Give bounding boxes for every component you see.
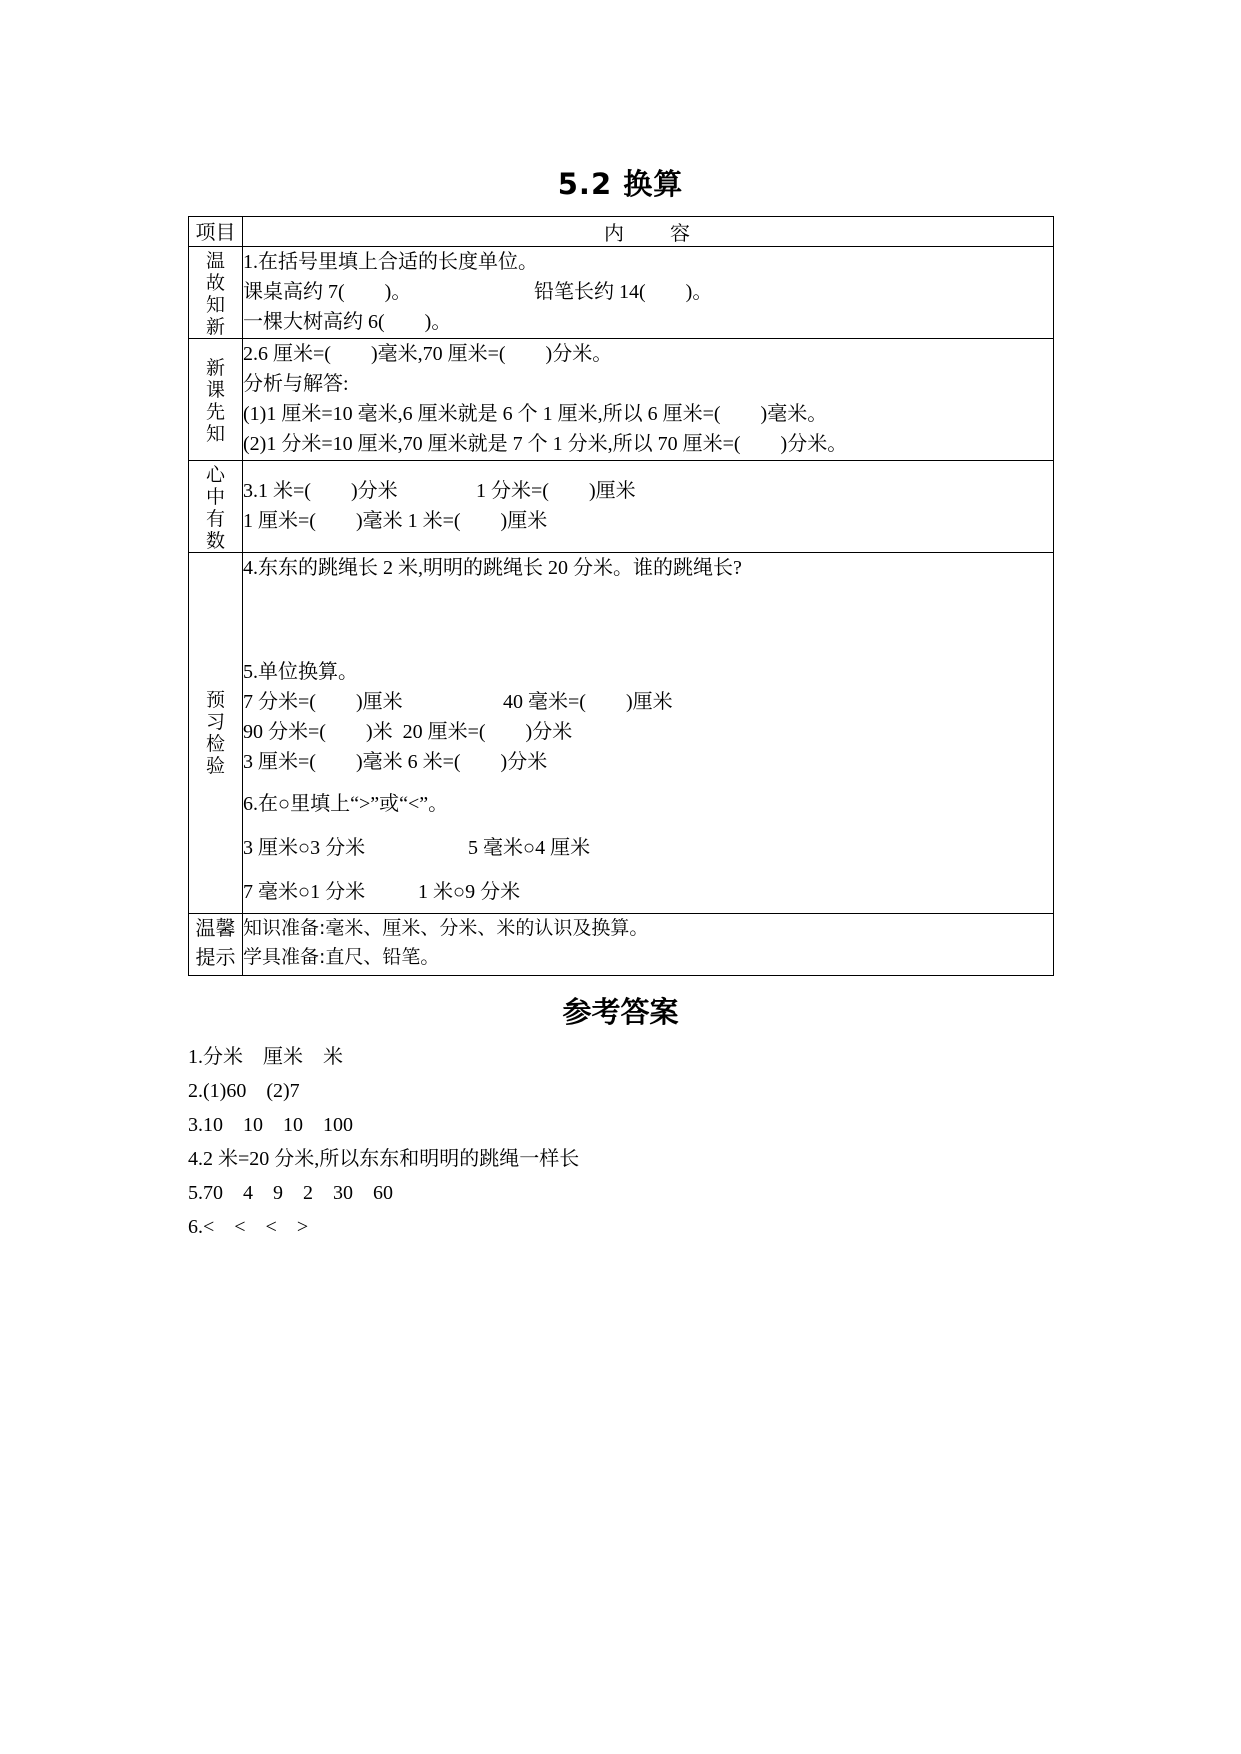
answer-item: 5.70 4 9 2 30 60: [188, 1182, 393, 1204]
answer-item: 3.10 10 10 100: [188, 1114, 353, 1136]
question-line: 1.在括号里填上合适的长度单位。: [243, 251, 538, 273]
section-label-review: [189, 247, 243, 339]
label-char: 数: [205, 530, 225, 552]
section-content-preview: [243, 339, 1054, 461]
label-char: 温馨: [195, 916, 236, 940]
question-item: 7 分米=( )厘米: [243, 691, 403, 713]
question-line-pair: [243, 476, 1053, 506]
label-char: 检: [205, 733, 225, 755]
label-char: 新: [205, 316, 225, 338]
question-item: 40 毫米=( )厘米: [503, 691, 673, 713]
page-title: 5.2 换算: [557, 167, 684, 201]
answers-title: 参考答案: [562, 995, 679, 1029]
question-line-pair: [243, 277, 1053, 307]
question-item: 1 米○9 分米: [418, 881, 521, 903]
question-line: 1 厘米=( )毫米 1 米=( )厘米: [243, 510, 548, 532]
question-line: 5.单位换算。: [243, 661, 358, 683]
question-item: 3.1 米=( )分米: [243, 480, 398, 502]
section-content-review: [243, 247, 1054, 339]
section-content-mind: [243, 461, 1054, 553]
label-char: 温: [205, 250, 225, 272]
question-line-pair: [243, 687, 1053, 717]
label-char: 中: [205, 486, 225, 508]
question-item: 课桌高约 7( )。: [243, 281, 412, 303]
label-char: 习: [205, 711, 225, 733]
section-tips: [189, 914, 1054, 976]
section-review: [189, 247, 1054, 339]
section-content-tips: [243, 914, 1054, 976]
label-char: 有: [205, 508, 225, 530]
label-char: 知: [205, 294, 225, 316]
section-check: [189, 553, 1054, 914]
section-content-check: [243, 553, 1054, 914]
header-item-cell: 项目: [189, 217, 243, 247]
label-char: 知: [205, 423, 225, 445]
answer-item: 6.< < < >: [188, 1216, 309, 1238]
question-item: 铅笔长约 14( )。: [534, 281, 713, 303]
question-item: 5 毫米○4 厘米: [468, 837, 591, 859]
worksheet-table: [188, 216, 1054, 976]
answers-list: [188, 1040, 579, 1244]
question-line: (2)1 分米=10 厘米,70 厘米就是 7 个 1 分米,所以 70 厘米=( )分米。: [243, 433, 848, 455]
answer-space: [243, 583, 1053, 657]
label-char: 预: [205, 689, 225, 711]
answer-item: 1.分米 厘米 米: [188, 1046, 343, 1068]
question-line: 2.6 厘米=( )毫米,70 厘米=( )分米。: [243, 343, 613, 365]
section-label-preview: [189, 339, 243, 461]
section-label-mind: [189, 461, 243, 553]
label-char: 验: [205, 755, 225, 777]
label-char: 先: [205, 401, 225, 423]
label-char: 新: [205, 357, 225, 379]
question-line-pair: [243, 833, 1053, 863]
table-header-row: [189, 217, 1054, 247]
section-label-check: [189, 553, 243, 914]
label-char: 提示: [195, 945, 236, 969]
tip-line: 学具准备:直尺、铅笔。: [243, 946, 440, 968]
question-line: (1)1 厘米=10 毫米,6 厘米就是 6 个 1 厘米,所以 6 厘米=( )毫米。: [243, 403, 828, 425]
question-item: 3 厘米○3 分米: [243, 837, 366, 859]
question-line: 6.在○里填上“>”或“<”。: [243, 793, 449, 815]
label-char: 心: [205, 464, 225, 486]
section-label-tips: [189, 914, 243, 976]
question-line: 一棵大树高约 6( )。: [243, 311, 452, 333]
label-char: 课: [205, 379, 225, 401]
question-line: 3 厘米=( )毫米 6 米=( )分米: [243, 751, 548, 773]
question-item: 7 毫米○1 分米: [243, 881, 366, 903]
question-item: 1 分米=( )厘米: [476, 480, 636, 502]
question-line: 分析与解答:: [243, 373, 349, 395]
tip-line: 知识准备:毫米、厘米、分米、米的认识及换算。: [243, 917, 649, 939]
answer-item: 2.(1)60 (2)7: [188, 1080, 300, 1102]
question-line-pair: [243, 877, 1053, 907]
header-content-cell: 内 容: [243, 217, 1054, 247]
section-preview: [189, 339, 1054, 461]
section-mind: [189, 461, 1054, 553]
question-line: 90 分米=( )米 20 厘米=( )分米: [243, 721, 573, 743]
label-char: 故: [205, 272, 225, 294]
answer-item: 4.2 米=20 分米,所以东东和明明的跳绳一样长: [188, 1148, 580, 1170]
question-line: 4.东东的跳绳长 2 米,明明的跳绳长 20 分米。谁的跳绳长?: [243, 557, 742, 579]
